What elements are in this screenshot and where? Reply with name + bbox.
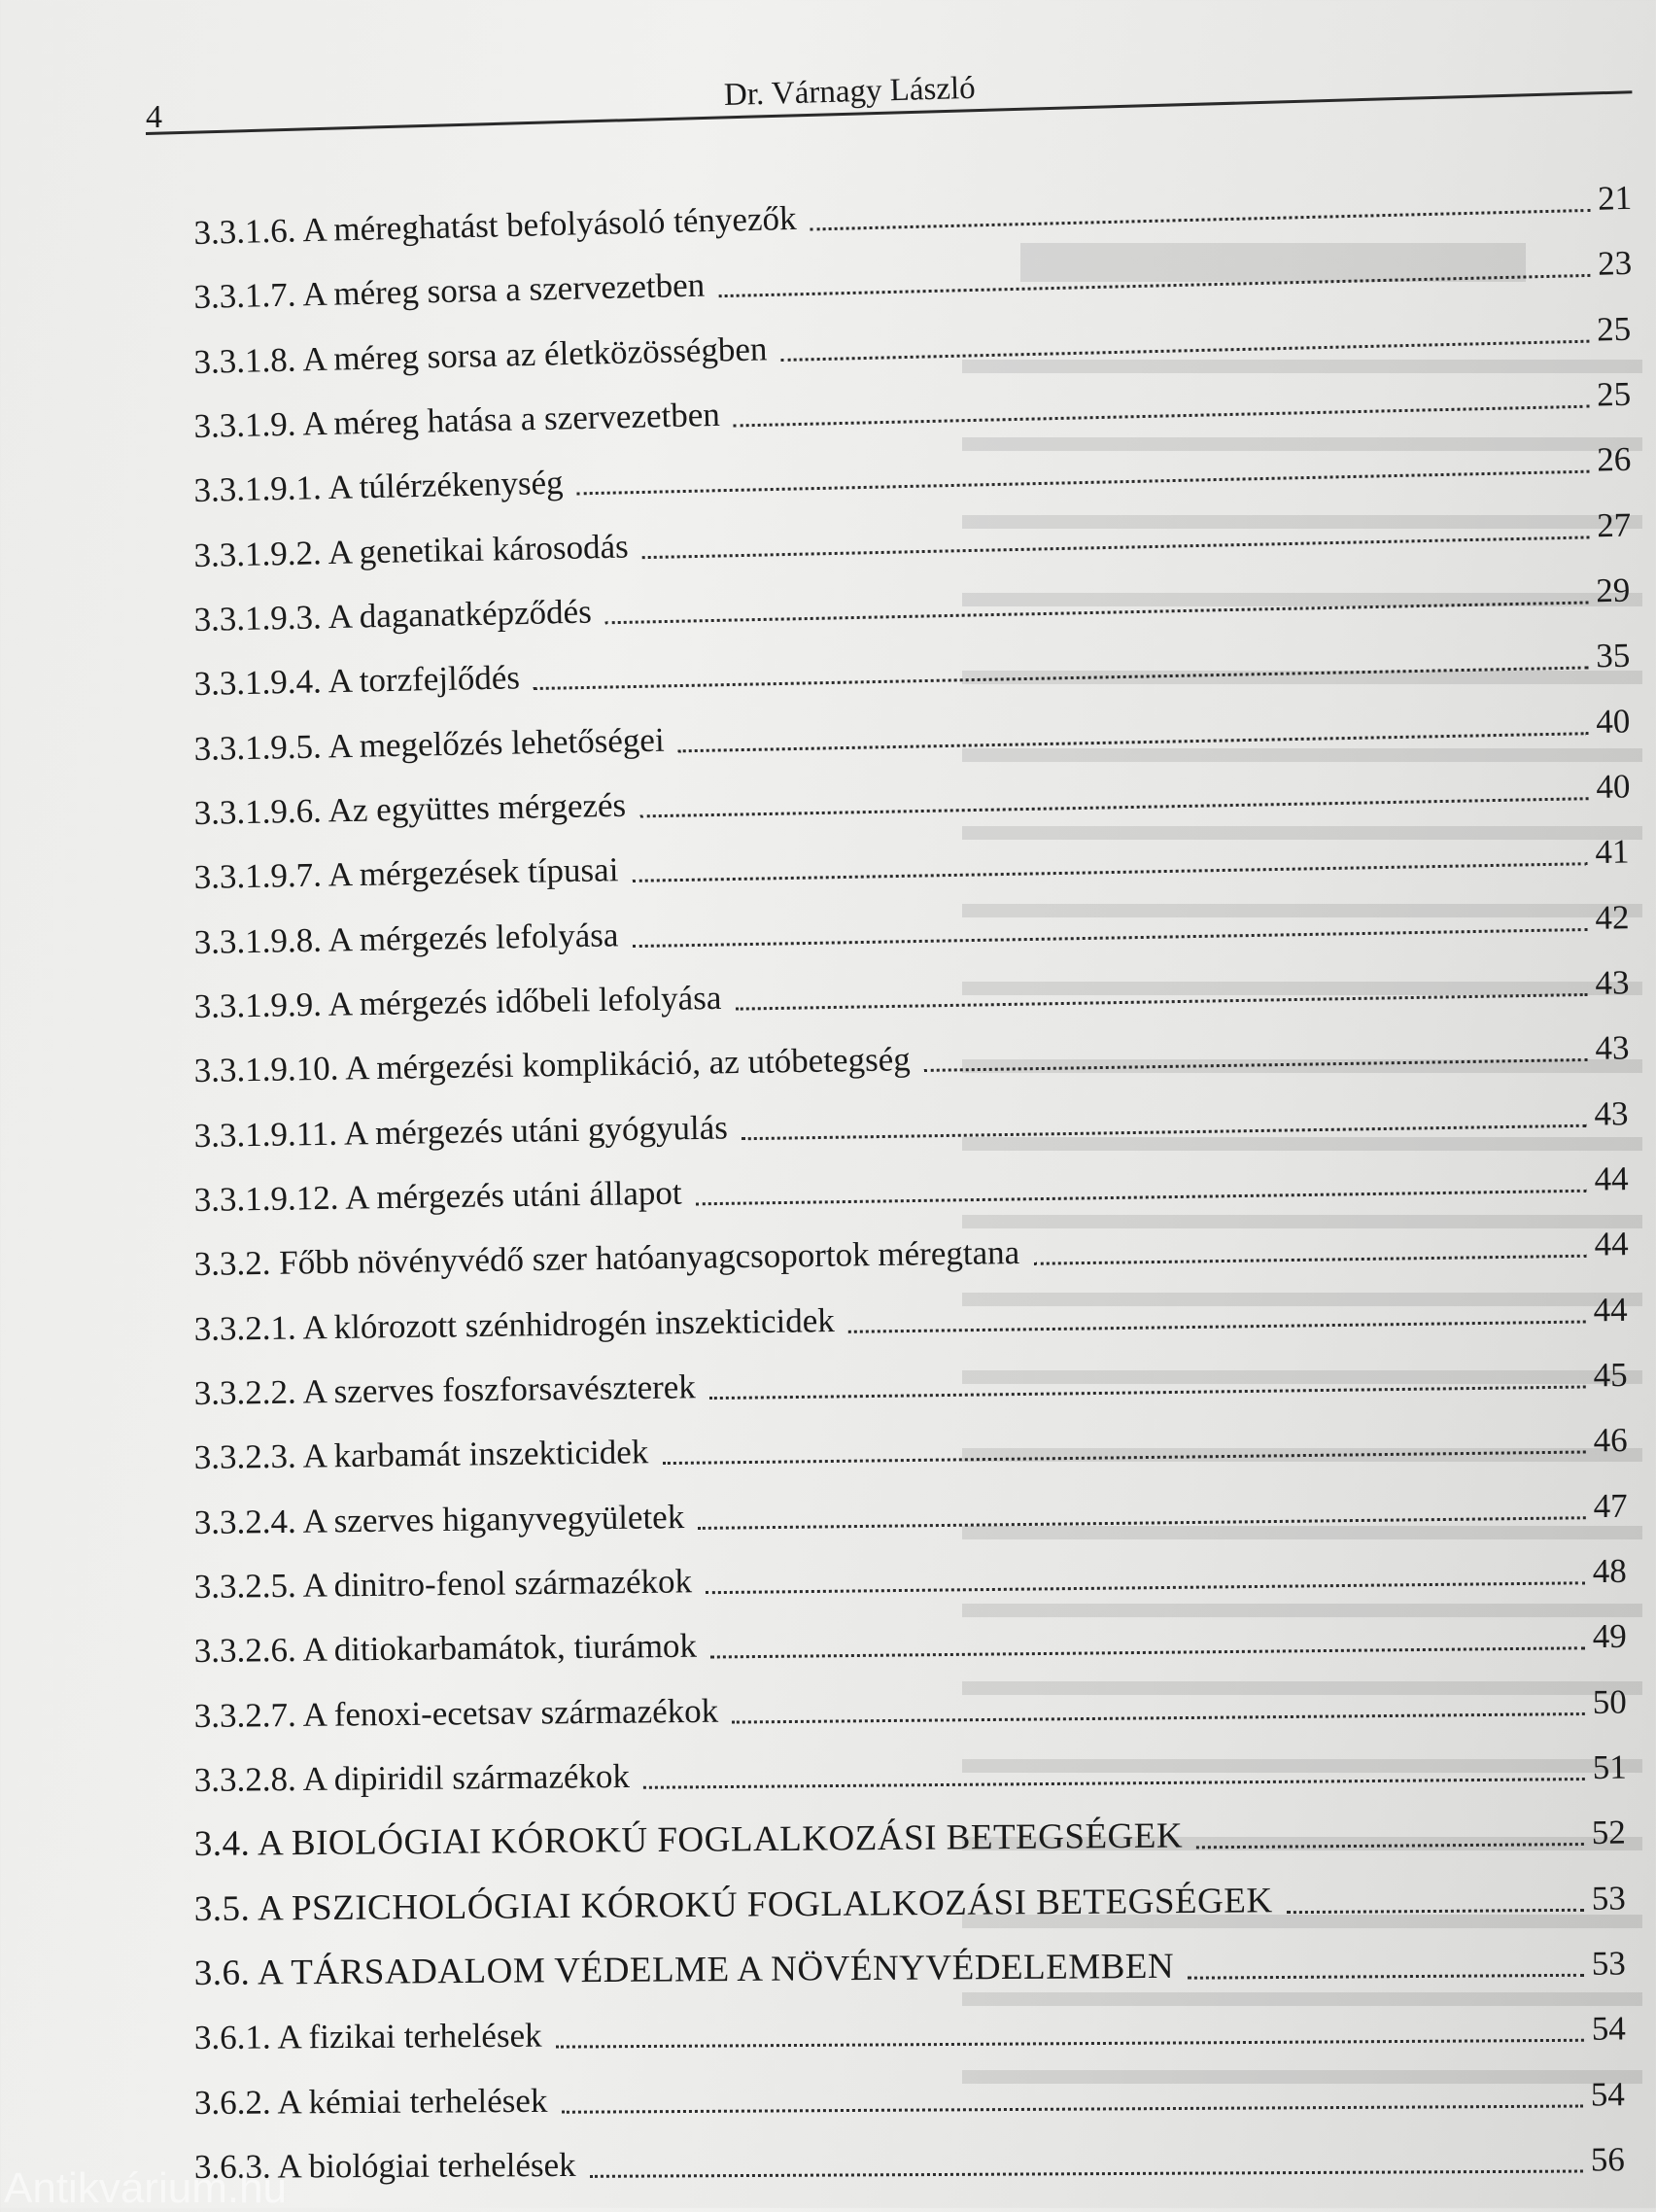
toc-entry-title: 3.3.1.9.3. A daganatképződés — [193, 592, 593, 639]
toc-entry-title: 3.3.1.9.7. A mérgezések típusai — [193, 850, 619, 897]
dot-leader — [742, 1123, 1587, 1140]
toc-entry — [193, 1344, 1628, 1413]
dot-leader — [556, 2039, 1584, 2049]
toc-entry-title: 3.4. A BIOLÓGIAI KÓROKÚ FOGLALKOZÁSI BETEGSÉGEK — [193, 1815, 1184, 1865]
toc-entry-page: 51 — [1592, 1747, 1627, 1786]
toc-entry-title: 3.3.1.9.2. A genetikai károsodás — [193, 527, 630, 574]
dot-leader — [1287, 1908, 1584, 1913]
toc-entry-title: 3.3.1.9. A méreg hatása a szervezetben — [193, 395, 721, 446]
toc-entry-page: 25 — [1596, 374, 1632, 414]
toc-entry — [193, 1018, 1630, 1091]
toc-entry — [193, 1083, 1629, 1156]
toc-entry — [193, 1671, 1626, 1735]
dot-leader — [734, 405, 1590, 428]
dot-leader — [1188, 1974, 1584, 1980]
dot-leader — [642, 536, 1590, 559]
toc-entry-title: 3.5. A PSZICHOLÓGIAI KÓROKÚ FOGLALKOZÁSI BETEGSÉGEK — [193, 1880, 1273, 1929]
toc-entry-title: 3.3.1.9.4. A torzfejlődés — [193, 658, 521, 704]
dot-leader — [643, 1778, 1585, 1789]
toc-entry — [193, 690, 1631, 769]
dot-leader — [924, 1058, 1588, 1072]
running-head: Dr. Várnagy László — [723, 70, 977, 113]
toc-entry — [194, 1932, 1626, 1993]
dot-leader — [735, 993, 1587, 1011]
toc-entry-page: 44 — [1594, 1225, 1629, 1263]
toc-entry-page: 50 — [1592, 1682, 1627, 1721]
toc-entry-page: 43 — [1594, 1093, 1629, 1133]
dot-leader — [561, 2104, 1582, 2113]
dot-leader — [678, 732, 1589, 752]
toc-entry-title: 3.3.1.9.8. A mérgezés lefolyása — [193, 916, 619, 961]
dot-leader — [577, 470, 1590, 496]
toc-entry — [193, 821, 1630, 898]
toc-entry-page: 56 — [1590, 2140, 1625, 2179]
toc-entry — [194, 1998, 1626, 2058]
toc-entry-title: 3.6.2. A kémiai terhelések — [193, 2081, 548, 2122]
toc-entry-title: 3.3.2.1. A klórozott szénhidrogén inszekticidek — [193, 1300, 835, 1348]
toc-entry-page: 53 — [1591, 1879, 1626, 1918]
toc-entry-title: 3.3.2.4. A szerves higanyvegyületek — [193, 1497, 685, 1541]
toc-entry-title: 3.3.2.3. A karbamát inszekticidek — [193, 1433, 649, 1477]
toc-entry-page: 54 — [1591, 2009, 1626, 2049]
toc-entry-page: 26 — [1596, 440, 1632, 479]
toc-entry — [194, 1737, 1627, 1800]
toc-entry-title: 3.3.2.7. A fenoxi-ecetsav származékok — [193, 1691, 719, 1735]
dot-leader — [732, 1712, 1585, 1724]
toc-entry-title: 3.3.2.6. A ditiokarbamátok, tiurámok — [193, 1627, 698, 1671]
toc-entry-title: 3.3.1.7. A méreg sorsa a szervezetben — [193, 265, 706, 317]
toc-entry-title: 3.3.1.9.9. A mérgezés időbeli lefolyása — [193, 978, 722, 1026]
toc-entry-title: 3.3.1.9.5. A megelőzés lehetőségei — [193, 720, 665, 768]
toc-entry-page: 52 — [1591, 1813, 1626, 1852]
toc-entry-title: 3.3.1.9.10. A mérgezési komplikáció, az utóbetegség — [193, 1040, 911, 1090]
dot-leader — [639, 797, 1588, 817]
toc-entry-page: 43 — [1595, 1028, 1630, 1068]
toc-entry-page: 27 — [1596, 505, 1632, 544]
dot-leader — [848, 1320, 1586, 1332]
dot-leader — [710, 1647, 1585, 1659]
toc-entry-page: 53 — [1591, 1944, 1626, 1983]
dot-leader — [633, 928, 1588, 948]
toc-entry-title: 3.6.3. A biológiai terhelések — [193, 2145, 576, 2186]
dot-leader — [1196, 1843, 1584, 1849]
toc-entry-title: 3.3.1.6. A méreghatást befolyásoló tényezők — [193, 198, 797, 253]
toc-entry-title: 3.3.1.9.6. Az együttes mérgezés — [193, 785, 627, 833]
dot-leader — [706, 1581, 1585, 1594]
toc-entry-title: 3.3.2.5. A dinitro-fenol származékok — [193, 1562, 693, 1606]
toc-entry-page: 46 — [1593, 1421, 1628, 1460]
toc-entry-page: 42 — [1595, 897, 1630, 937]
toc-entry-page: 29 — [1595, 570, 1631, 610]
toc-entry-page: 40 — [1596, 767, 1631, 807]
toc-entry — [193, 1213, 1629, 1284]
watermark: Antikvárium.hu — [4, 2164, 288, 2212]
toc-entry-title: 3.3.1.9.12. A mérgezés utáni állapot — [193, 1173, 682, 1220]
toc-entry — [194, 2063, 1625, 2123]
dot-leader — [718, 274, 1590, 297]
toc-entry-page: 54 — [1590, 2074, 1625, 2114]
dot-leader — [698, 1516, 1585, 1530]
toc-entry-page: 43 — [1595, 963, 1630, 1002]
toc-entry-title: 3.3.1.9.11. A mérgezés utáni gyógyulás — [193, 1108, 729, 1155]
toc-entry — [193, 886, 1630, 962]
toc-entry-page: 41 — [1595, 832, 1630, 872]
toc-entry-title: 3.6. A TÁRSADALOM VÉDELME A NÖVÉNYVÉDELEMBEN — [193, 1946, 1175, 1993]
toc-entry-page: 48 — [1592, 1551, 1627, 1591]
toc-entry — [193, 1606, 1626, 1671]
toc-entry — [194, 2128, 1625, 2187]
toc-entry — [193, 560, 1631, 639]
toc-entry-page: 47 — [1593, 1486, 1628, 1525]
toc-entry — [193, 755, 1631, 833]
toc-entry-page: 21 — [1597, 178, 1633, 218]
toc-entry-page: 35 — [1595, 636, 1631, 675]
toc-entry-page: 45 — [1593, 1355, 1628, 1395]
dot-leader — [662, 1451, 1585, 1466]
toc-entry-title: 3.3.1.9.1. A túlérzékenység — [193, 464, 564, 510]
toc-entry-page: 40 — [1595, 702, 1631, 741]
toc-entry-page: 23 — [1597, 244, 1633, 284]
dot-leader — [781, 339, 1590, 361]
dot-leader — [1033, 1255, 1586, 1265]
toc-entry — [193, 1409, 1628, 1477]
dot-leader — [590, 2170, 1583, 2178]
dot-leader — [709, 1386, 1586, 1400]
toc-entry-page: 44 — [1594, 1159, 1629, 1198]
toc-entry — [194, 1802, 1626, 1864]
dot-leader — [696, 1190, 1587, 1206]
dot-leader — [605, 601, 1589, 624]
toc-entry-page: 49 — [1592, 1617, 1627, 1656]
toc-entry-page: 44 — [1593, 1290, 1628, 1330]
toc-entry — [194, 1867, 1626, 1929]
dot-leader — [633, 863, 1588, 883]
dot-leader — [811, 209, 1591, 231]
page-number: 4 — [146, 99, 162, 135]
toc-entry — [193, 1148, 1629, 1220]
toc-entry — [193, 625, 1631, 704]
toc-entry — [193, 1474, 1628, 1541]
toc-entry — [193, 1279, 1628, 1349]
toc-entry-title: 3.3.1.8. A méreg sorsa az életközösségben — [193, 328, 768, 381]
toc-entry — [193, 951, 1630, 1026]
toc-entry-title: 3.3.2.2. A szerves foszforsavészterek — [193, 1367, 697, 1413]
dot-leader — [534, 667, 1588, 691]
toc-entry-page: 25 — [1596, 309, 1632, 349]
toc-entry-title: 3.3.2. Főbb növényvédő szer hatóanyagcsoportok méregtana — [193, 1233, 1020, 1284]
toc-entry-title: 3.6.1. A fizikai terhelések — [193, 2017, 542, 2057]
toc-entry-title: 3.3.2.8. A dipiridil származékok — [193, 1756, 631, 1799]
toc-entry — [193, 1540, 1626, 1607]
